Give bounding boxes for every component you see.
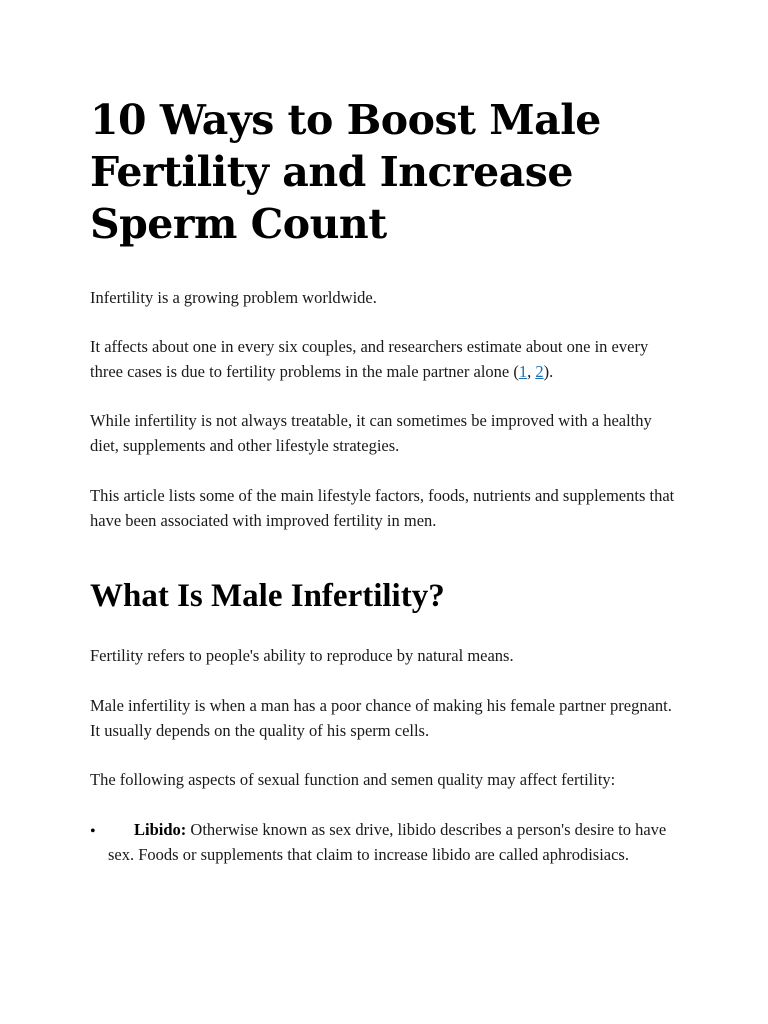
citation-close: ).	[543, 362, 554, 381]
list-item	[108, 817, 668, 867]
intro-paragraph-2-text: It affects about one in every six couples, and researchers estimate about one in every three cases is due to fertility problems in the male partner alone (	[90, 337, 649, 381]
section-paragraph-3: The following aspects of sexual function and semen quality may affect fertility:	[90, 770, 616, 789]
citation-link-2[interactable]: 2	[535, 362, 544, 381]
section-heading: What Is Male Infertility?	[90, 578, 445, 614]
section-paragraph-2: Male infertility is when a man has a poor chance of making his female partner pregnant. It usually depends on the quality of his sperm cells.	[90, 696, 672, 740]
citation-separator: ,	[527, 362, 536, 381]
article-title: 10 Ways to Boost Male Fertility and Increase Sperm Count	[90, 96, 601, 248]
list-item-text: Otherwise known as sex drive, libido describes a person's desire to have sex. Foods or supplements that claim to increase libido are called aphrodisiacs.	[108, 820, 667, 864]
list-item-term: Libido:	[134, 820, 187, 839]
section-paragraph-1: Fertility refers to people's ability to reproduce by natural means.	[90, 646, 514, 665]
citation-link-1[interactable]: 1	[518, 362, 528, 381]
intro-paragraph-1: Infertility is a growing problem worldwide.	[90, 288, 377, 307]
intro-paragraph-2	[90, 334, 680, 384]
intro-paragraph-4: This article lists some of the main lifestyle factors, foods, nutrients and supplements that have been associated with improved fertility in men.	[90, 486, 675, 530]
intro-paragraph-3: While infertility is not always treatable, it can sometimes be improved with a healthy diet, supplements and other lifestyle strategies.	[90, 411, 652, 455]
bullet-icon: •	[90, 823, 96, 840]
